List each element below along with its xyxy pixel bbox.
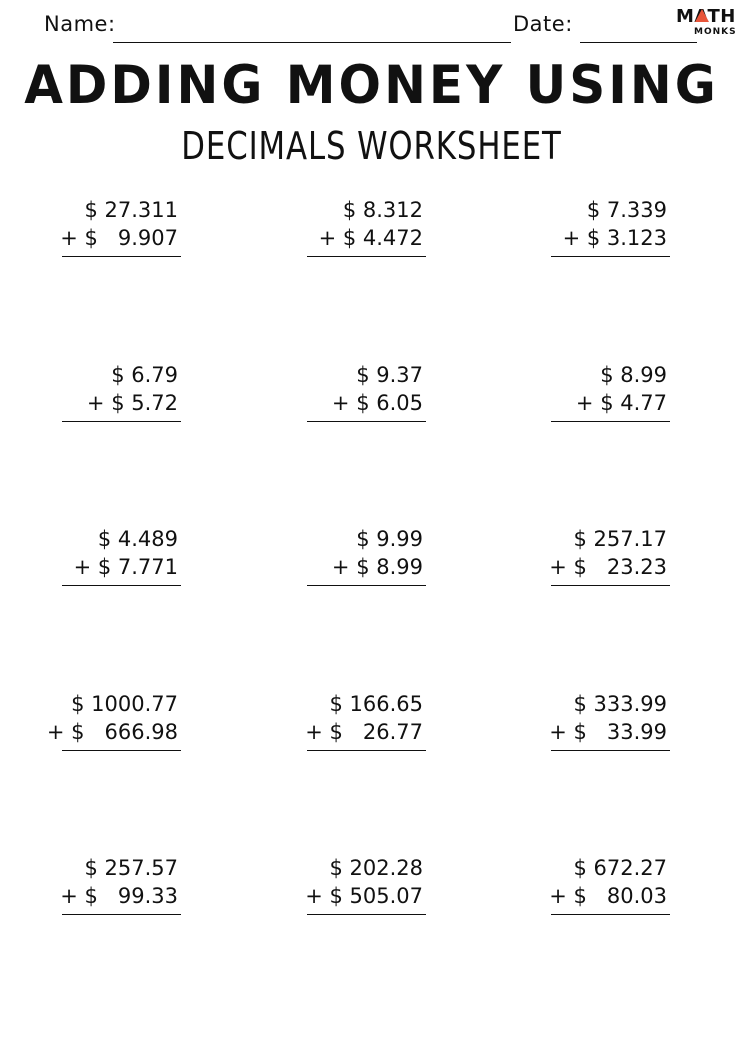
math-monks-logo <box>676 6 736 40</box>
problem-addend-bottom: + $ 505.07 <box>305 884 423 908</box>
problem-addend-bottom: + $ 6.05 <box>331 391 423 415</box>
problem-addend-bottom: + $ 666.98 <box>46 720 178 744</box>
problem-addend-bottom: + $ 7.771 <box>73 555 178 579</box>
problem-addend-top: $ 6.79 <box>111 363 178 387</box>
answer-line[interactable] <box>551 750 670 751</box>
answer-line[interactable] <box>62 256 181 257</box>
problem-addend-bottom: + $ 4.472 <box>318 226 423 250</box>
problem-addend-top: $ 8.99 <box>600 363 667 387</box>
answer-line[interactable] <box>551 421 670 422</box>
date-label: Date: <box>513 12 573 36</box>
problem-addend-top: $ 257.57 <box>84 856 178 880</box>
logo-monks-text: MONKS <box>694 27 737 37</box>
answer-line[interactable] <box>551 914 670 915</box>
answer-line[interactable] <box>551 256 670 257</box>
problem-addend-bottom: + $ 23.23 <box>549 555 667 579</box>
problem-4 <box>62 363 182 443</box>
problem-7 <box>62 527 182 607</box>
problem-13 <box>62 856 182 936</box>
problem-addend-top: $ 9.37 <box>356 363 423 387</box>
problem-8 <box>307 527 427 607</box>
name-label: Name: <box>44 12 116 36</box>
problem-addend-bottom: + $ 4.77 <box>575 391 667 415</box>
problem-addend-bottom: + $ 8.99 <box>331 555 423 579</box>
date-line[interactable] <box>580 42 697 43</box>
problem-11 <box>307 692 427 772</box>
problem-14 <box>307 856 427 936</box>
answer-line[interactable] <box>62 750 181 751</box>
problem-addend-top: $ 7.339 <box>586 198 667 222</box>
problem-addend-top: $ 333.99 <box>573 692 667 716</box>
answer-line[interactable] <box>551 585 670 586</box>
page-title: ADDING MONEY USING <box>24 54 719 116</box>
problem-1 <box>62 198 182 278</box>
logo-math-text: MATH <box>676 6 736 27</box>
problem-addend-top: $ 672.27 <box>573 856 667 880</box>
problem-2 <box>307 198 427 278</box>
answer-line[interactable] <box>62 421 181 422</box>
problem-addend-top: $ 166.65 <box>329 692 423 716</box>
problem-addend-bottom: + $ 5.72 <box>86 391 178 415</box>
answer-line[interactable] <box>307 585 426 586</box>
problem-addend-bottom: + $ 3.123 <box>562 226 667 250</box>
problem-addend-top: $ 9.99 <box>356 527 423 551</box>
problem-5 <box>307 363 427 443</box>
problem-addend-bottom: + $ 9.907 <box>60 226 178 250</box>
problem-addend-bottom: + $ 99.33 <box>60 884 178 908</box>
answer-line[interactable] <box>307 750 426 751</box>
problem-addend-top: $ 257.17 <box>573 527 667 551</box>
answer-line[interactable] <box>307 421 426 422</box>
problem-9 <box>551 527 671 607</box>
problem-addend-top: $ 8.312 <box>342 198 423 222</box>
answer-line[interactable] <box>307 914 426 915</box>
problem-15 <box>551 856 671 936</box>
problem-addend-top: $ 202.28 <box>329 856 423 880</box>
name-line[interactable] <box>113 42 511 43</box>
page-subtitle: DECIMALS WORKSHEET <box>181 124 562 168</box>
problem-addend-bottom: + $ 80.03 <box>549 884 667 908</box>
problem-12 <box>551 692 671 772</box>
problem-addend-top: $ 4.489 <box>97 527 178 551</box>
answer-line[interactable] <box>307 256 426 257</box>
problem-addend-top: $ 27.311 <box>84 198 178 222</box>
problem-10 <box>46 692 182 772</box>
answer-line[interactable] <box>62 585 181 586</box>
answer-line[interactable] <box>62 914 181 915</box>
problem-addend-top: $ 1000.77 <box>71 692 178 716</box>
logo-triangle-icon <box>695 9 709 22</box>
problem-addend-bottom: + $ 33.99 <box>549 720 667 744</box>
problem-6 <box>551 363 671 443</box>
problem-addend-bottom: + $ 26.77 <box>305 720 423 744</box>
problem-3 <box>551 198 671 278</box>
